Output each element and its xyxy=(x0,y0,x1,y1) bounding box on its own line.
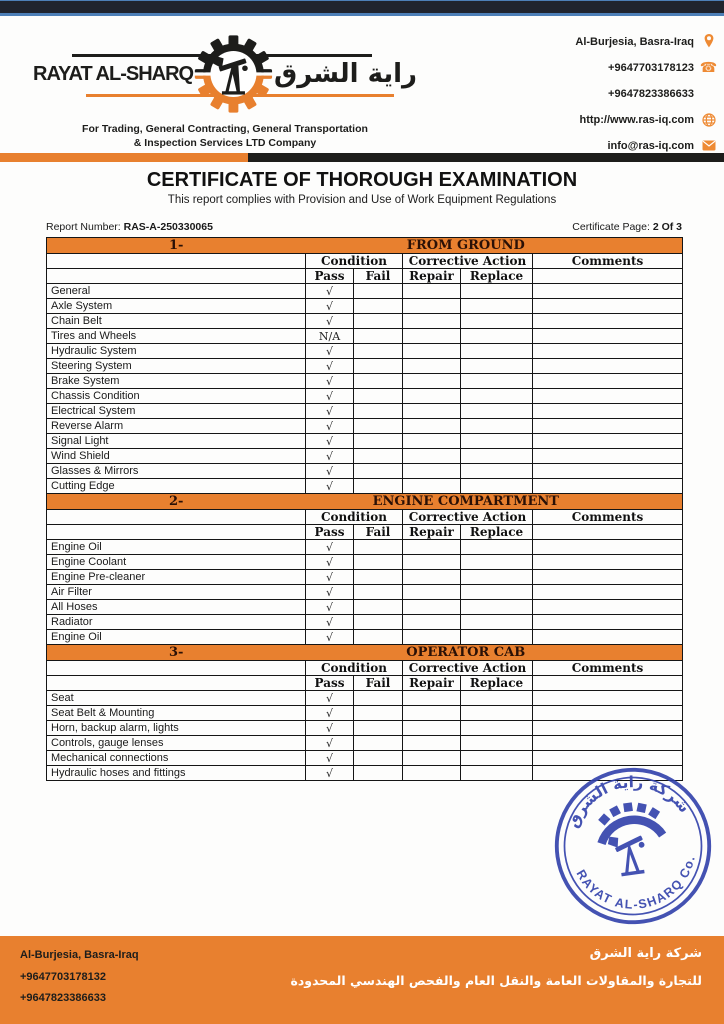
item-cell: Air Filter xyxy=(47,585,306,600)
page-title: CERTIFICATE OF THOROUGH EXAMINATION xyxy=(146,169,578,191)
table-row xyxy=(47,314,683,329)
item-cell: Engine Oil xyxy=(47,630,306,645)
item-cell: Engine Coolant xyxy=(47,555,306,570)
comment-cell xyxy=(533,721,683,736)
pass-header: Pass xyxy=(306,269,354,284)
column-group-header-row xyxy=(47,254,683,269)
table-row xyxy=(47,359,683,374)
fail-header: Fail xyxy=(354,269,403,284)
report-number: Report Number: RAS-A-250330065 xyxy=(46,221,213,233)
fail-cell xyxy=(354,359,403,374)
comment-cell xyxy=(533,299,683,314)
inspection-table-engine-compartment xyxy=(46,493,683,645)
repair-cell xyxy=(403,374,461,389)
table-row xyxy=(47,721,683,736)
item-cell: Brake System xyxy=(47,374,306,389)
repair-cell xyxy=(403,585,461,600)
replace-cell xyxy=(461,615,533,630)
pass-cell: √ xyxy=(306,404,354,419)
company-logo xyxy=(30,28,420,150)
globe-icon xyxy=(701,112,716,127)
repair-cell xyxy=(403,721,461,736)
item-cell: Engine Oil xyxy=(47,540,306,555)
replace-cell xyxy=(461,434,533,449)
letterhead xyxy=(0,16,724,153)
fail-cell xyxy=(354,570,403,585)
pass-cell: √ xyxy=(306,374,354,389)
comment-cell xyxy=(533,736,683,751)
section-number: 3- xyxy=(47,645,306,661)
section-header-row xyxy=(47,494,683,510)
replace-header: Replace xyxy=(461,525,533,540)
pass-cell: √ xyxy=(306,766,354,781)
footer-company-name-ar: شركة راية الشرق xyxy=(589,946,702,961)
replace-cell xyxy=(461,736,533,751)
replace-cell xyxy=(461,464,533,479)
replace-cell xyxy=(461,766,533,781)
blank-icon-slot xyxy=(701,86,716,101)
footer-band xyxy=(0,936,724,1024)
company-tagline: For Trading, General Contracting, General Transportation & Inspection Services LTD Company xyxy=(82,123,368,149)
repair-cell xyxy=(403,570,461,585)
replace-cell xyxy=(461,751,533,766)
divider-orange xyxy=(0,153,248,162)
repair-cell xyxy=(403,464,461,479)
contact-info xyxy=(501,34,716,164)
pass-cell: √ xyxy=(306,419,354,434)
fail-cell xyxy=(354,464,403,479)
table-row xyxy=(47,419,683,434)
stamp-pumpjack-icon xyxy=(607,832,649,878)
contact-address: Al-Burjesia, Basra-Iraq xyxy=(501,34,716,49)
column-subheader-row xyxy=(47,269,683,284)
table-row xyxy=(47,736,683,751)
replace-cell xyxy=(461,691,533,706)
item-cell: Tires and Wheels xyxy=(47,329,306,344)
comment-cell xyxy=(533,284,683,299)
location-pin-icon xyxy=(701,34,716,49)
comments-header: Comments xyxy=(533,254,683,269)
item-cell: Signal Light xyxy=(47,434,306,449)
corrective-action-header: Corrective Action xyxy=(403,254,533,269)
repair-cell xyxy=(403,555,461,570)
pass-cell: √ xyxy=(306,314,354,329)
company-name-arabic: راية الشرق xyxy=(271,57,420,91)
fail-cell xyxy=(354,555,403,570)
section-title: ENGINE COMPARTMENT xyxy=(306,494,683,510)
item-cell: Glasses & Mirrors xyxy=(47,464,306,479)
item-cell: Seat Belt & Mounting xyxy=(47,706,306,721)
pass-cell: √ xyxy=(306,389,354,404)
fail-cell xyxy=(354,615,403,630)
repair-cell xyxy=(403,314,461,329)
footer-company-description-ar: للتجارة والمقاولات العامة والنقل العام والفحص الهندسي المحدودة xyxy=(290,973,702,988)
item-cell: Hydraulic System xyxy=(47,344,306,359)
repair-cell xyxy=(403,284,461,299)
repair-cell xyxy=(403,600,461,615)
contact-website[interactable]: http://www.ras-iq.com xyxy=(501,112,716,127)
comment-cell xyxy=(533,570,683,585)
corrective-action-header: Corrective Action xyxy=(403,661,533,676)
comment-cell xyxy=(533,374,683,389)
repair-cell xyxy=(403,329,461,344)
pass-cell: √ xyxy=(306,615,354,630)
item-cell: Horn, backup alarm, lights xyxy=(47,721,306,736)
table-row xyxy=(47,464,683,479)
table-row xyxy=(47,570,683,585)
comment-cell xyxy=(533,585,683,600)
comments-header: Comments xyxy=(533,661,683,676)
comment-cell xyxy=(533,691,683,706)
pass-header: Pass xyxy=(306,525,354,540)
comment-cell xyxy=(533,359,683,374)
item-cell: Axle System xyxy=(47,299,306,314)
repair-cell xyxy=(403,615,461,630)
column-group-header-row xyxy=(47,510,683,525)
table-row xyxy=(47,299,683,314)
table-row xyxy=(47,706,683,721)
table-row xyxy=(47,434,683,449)
replace-cell xyxy=(461,585,533,600)
comment-cell xyxy=(533,630,683,645)
item-cell: General xyxy=(47,284,306,299)
footer-address: Al-Burjesia, Basra-Iraq xyxy=(20,949,139,961)
pass-cell: √ xyxy=(306,540,354,555)
fail-cell xyxy=(354,600,403,615)
repair-cell xyxy=(403,479,461,494)
table-row xyxy=(47,404,683,419)
inspection-table-from-ground xyxy=(46,237,683,494)
certificate-page-indicator: Certificate Page: 2 Of 3 xyxy=(572,221,682,233)
repair-header: Repair xyxy=(403,269,461,284)
fail-cell xyxy=(354,691,403,706)
fail-cell xyxy=(354,344,403,359)
replace-cell xyxy=(461,479,533,494)
report-meta xyxy=(46,221,682,233)
comment-cell xyxy=(533,449,683,464)
pass-header: Pass xyxy=(306,676,354,691)
repair-header: Repair xyxy=(403,525,461,540)
pass-cell: √ xyxy=(306,721,354,736)
fail-cell xyxy=(354,434,403,449)
item-cell: Steering System xyxy=(47,359,306,374)
table-row xyxy=(47,540,683,555)
replace-cell xyxy=(461,419,533,434)
stamp-gear-icon xyxy=(593,798,667,846)
replace-cell xyxy=(461,299,533,314)
repair-cell xyxy=(403,706,461,721)
fail-header: Fail xyxy=(354,525,403,540)
footer-phone-1: +9647703178132 xyxy=(20,970,106,983)
fail-cell xyxy=(354,329,403,344)
pass-cell: √ xyxy=(306,299,354,314)
pass-cell: √ xyxy=(306,736,354,751)
replace-cell xyxy=(461,344,533,359)
replace-cell xyxy=(461,600,533,615)
table-row xyxy=(47,600,683,615)
section-title: FROM GROUND xyxy=(306,238,683,254)
item-cell: Chain Belt xyxy=(47,314,306,329)
table-row xyxy=(47,555,683,570)
replace-cell xyxy=(461,314,533,329)
pass-cell: √ xyxy=(306,464,354,479)
repair-cell xyxy=(403,344,461,359)
replace-cell xyxy=(461,449,533,464)
fail-cell xyxy=(354,706,403,721)
fail-cell xyxy=(354,630,403,645)
comment-cell xyxy=(533,600,683,615)
fail-cell xyxy=(354,284,403,299)
pass-cell: √ xyxy=(306,706,354,721)
comment-cell xyxy=(533,404,683,419)
comment-cell xyxy=(533,389,683,404)
fail-cell xyxy=(354,389,403,404)
replace-cell xyxy=(461,570,533,585)
pass-cell: √ xyxy=(306,359,354,374)
repair-cell xyxy=(403,299,461,314)
inspection-table-operator-cab xyxy=(46,644,683,781)
fail-header: Fail xyxy=(354,676,403,691)
repair-cell xyxy=(403,434,461,449)
table-row xyxy=(47,615,683,630)
replace-cell xyxy=(461,374,533,389)
replace-header: Replace xyxy=(461,676,533,691)
fail-cell xyxy=(354,449,403,464)
fail-cell xyxy=(354,766,403,781)
repair-cell xyxy=(403,751,461,766)
item-cell: Reverse Alarm xyxy=(47,419,306,434)
fail-cell xyxy=(354,721,403,736)
phone-icon: ☎ xyxy=(699,59,718,76)
repair-cell xyxy=(403,540,461,555)
contact-email[interactable]: info@ras-iq.com xyxy=(501,138,716,153)
table-row xyxy=(47,344,683,359)
item-cell: Chassis Condition xyxy=(47,389,306,404)
item-cell: Electrical System xyxy=(47,404,306,419)
item-cell: Radiator xyxy=(47,615,306,630)
repair-header: Repair xyxy=(403,676,461,691)
fail-cell xyxy=(354,404,403,419)
section-header-row xyxy=(47,645,683,661)
repair-cell xyxy=(403,404,461,419)
comment-cell xyxy=(533,434,683,449)
repair-cell xyxy=(403,389,461,404)
pass-cell: √ xyxy=(306,344,354,359)
table-row xyxy=(47,449,683,464)
table-row xyxy=(47,284,683,299)
table-row xyxy=(47,751,683,766)
fail-cell xyxy=(354,479,403,494)
fail-cell xyxy=(354,751,403,766)
stamp-english-text: RAYAT AL-SHARQ Co. xyxy=(573,853,698,912)
pass-cell: √ xyxy=(306,570,354,585)
replace-cell xyxy=(461,284,533,299)
section-header-row xyxy=(47,238,683,254)
page-subtitle: This report complies with Provision and Use of Work Equipment Regulations xyxy=(167,194,557,206)
gear-pumpjack-icon xyxy=(194,27,273,121)
pass-cell: √ xyxy=(306,449,354,464)
envelope-icon xyxy=(701,138,716,153)
fail-cell xyxy=(354,585,403,600)
replace-cell xyxy=(461,329,533,344)
comment-cell xyxy=(533,540,683,555)
item-cell: Wind Shield xyxy=(47,449,306,464)
item-cell: Mechanical connections xyxy=(47,751,306,766)
pass-cell: √ xyxy=(306,434,354,449)
fail-cell xyxy=(354,540,403,555)
column-group-header-row xyxy=(47,661,683,676)
comment-cell xyxy=(533,479,683,494)
pass-cell: √ xyxy=(306,600,354,615)
company-stamp xyxy=(540,753,724,938)
pass-cell: √ xyxy=(306,555,354,570)
column-subheader-row xyxy=(47,676,683,691)
item-cell: Seat xyxy=(47,691,306,706)
company-name-english: RAYAT AL-SHARQ xyxy=(30,61,196,88)
replace-cell xyxy=(461,404,533,419)
repair-cell xyxy=(403,449,461,464)
section-number: 1- xyxy=(47,238,306,254)
comment-cell xyxy=(533,314,683,329)
footer-phone-2: +9647823386633 xyxy=(20,992,106,1004)
replace-cell xyxy=(461,359,533,374)
item-cell: All Hoses xyxy=(47,600,306,615)
item-cell: Hydraulic hoses and fittings xyxy=(47,766,306,781)
table-row xyxy=(47,329,683,344)
table-row xyxy=(47,389,683,404)
comment-cell xyxy=(533,329,683,344)
stamp-arabic-text: شركة راية الشرق xyxy=(563,773,694,831)
item-cell: Controls, gauge lenses xyxy=(47,736,306,751)
table-row xyxy=(47,374,683,389)
repair-cell xyxy=(403,736,461,751)
fail-cell xyxy=(354,419,403,434)
pass-cell: √ xyxy=(306,284,354,299)
repair-cell xyxy=(403,630,461,645)
replace-cell xyxy=(461,389,533,404)
condition-header: Condition xyxy=(306,510,403,525)
comment-cell xyxy=(533,706,683,721)
repair-cell xyxy=(403,359,461,374)
comment-cell xyxy=(533,344,683,359)
repair-cell xyxy=(403,419,461,434)
replace-cell xyxy=(461,630,533,645)
fail-cell xyxy=(354,374,403,389)
corrective-action-header: Corrective Action xyxy=(403,510,533,525)
comments-header: Comments xyxy=(533,510,683,525)
item-cell: Cutting Edge xyxy=(47,479,306,494)
fail-cell xyxy=(354,736,403,751)
pass-cell: √ xyxy=(306,691,354,706)
pass-cell: √ xyxy=(306,585,354,600)
footer-contact xyxy=(20,945,139,1010)
replace-cell xyxy=(461,555,533,570)
section-number: 2- xyxy=(47,494,306,510)
fail-cell xyxy=(354,299,403,314)
replace-header: Replace xyxy=(461,269,533,284)
column-subheader-row xyxy=(47,525,683,540)
pass-cell: N/A xyxy=(306,329,354,344)
pass-cell: √ xyxy=(306,479,354,494)
table-row xyxy=(47,585,683,600)
condition-header: Condition xyxy=(306,661,403,676)
table-row xyxy=(47,691,683,706)
comment-cell xyxy=(533,615,683,630)
pass-cell: √ xyxy=(306,751,354,766)
pass-cell: √ xyxy=(306,630,354,645)
condition-header: Condition xyxy=(306,254,403,269)
comment-cell xyxy=(533,419,683,434)
table-row xyxy=(47,479,683,494)
repair-cell xyxy=(403,691,461,706)
replace-cell xyxy=(461,721,533,736)
table-row xyxy=(47,630,683,645)
section-title: OPERATOR CAB xyxy=(306,645,683,661)
item-cell: Engine Pre-cleaner xyxy=(47,570,306,585)
repair-cell xyxy=(403,766,461,781)
contact-phone-2: +9647823386633 xyxy=(501,86,716,101)
fail-cell xyxy=(354,314,403,329)
replace-cell xyxy=(461,706,533,721)
replace-cell xyxy=(461,540,533,555)
footer-company-arabic xyxy=(291,946,703,988)
comment-cell xyxy=(533,555,683,570)
contact-phone-1: +9647703178123 ☎ xyxy=(608,59,718,76)
top-bar xyxy=(0,0,724,16)
comment-cell xyxy=(533,464,683,479)
